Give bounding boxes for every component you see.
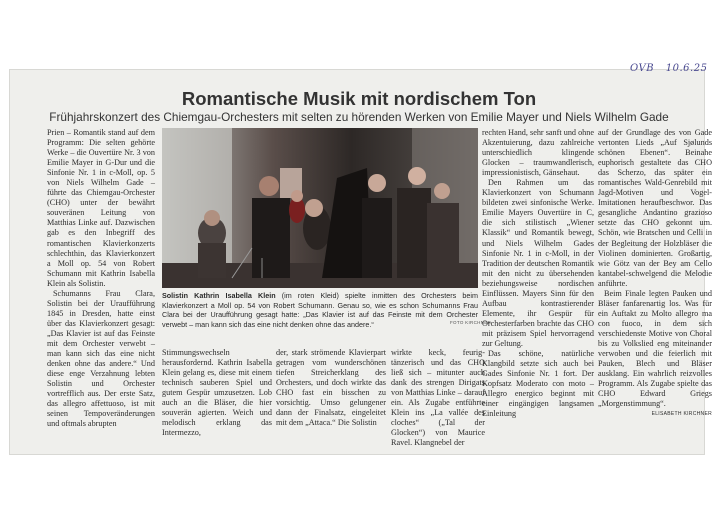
paragraph: Das schöne, natürliche Klangbild setzte sich auch bei Gades Sinfonie Nr. 1 fort. Der Kopfsatz Moderato con moto – Allegro energico beginnt mit einer eingängigen langsamen Einleitung — [482, 349, 594, 419]
article-column-4 — [391, 348, 485, 448]
article-column-6 — [598, 128, 712, 450]
paragraph: auf der Grundlage des von Gade vertonten Lieds „Auf Sjølunds schönen Ebenen“. Beinahe euphorisch gestaltete das CHO das Scherzo, das später ein romantisches Wald-Genrebild mit Jagd-Motiven und Vogel-Imitationen heraufbeschwor. Das gesangliche Andantino grazioso setzte das CHO gekonnt um. Schön, wie Bratschen und Celli in der Begleitung der Holzbläser die Violinen dominierten. Großartig, wie Götz van der Bey am Cello kantabel-schwelgend die Melodie anführte. — [598, 128, 712, 288]
paragraph: Schumanns Frau Clara, Solistin bei der Uraufführung 1845 in Dresden, hatte einst über das Klavierkonzert gesagt: „Das Klavier ist auf das Feinste mit dem Orchester verwebt – man kann sich das eine nicht denken ohne das andere.“ Und diese enge Verzahnung lebten Solistin und Orchester vortrefflich aus. Der erste Satz, das allegro affettuoso, ist mit seinen Tempoveränderungen und oftmals abrupten — [47, 288, 155, 429]
article-column-1 — [47, 128, 155, 450]
handwritten-date: 10.6.25 — [665, 63, 708, 74]
caption-lead: Solistin Kathrin Isabella Klein — [162, 291, 276, 300]
photo-caption — [162, 291, 478, 329]
article-headline: Romantische Musik mit nordischem Ton — [181, 88, 537, 109]
handwritten-note — [630, 63, 715, 74]
paragraph: Beim Finale legten Pauken und Bläser fanfarenartig los. Was für ein Auftakt zu Molto allegro ma con fuoco, in dem sich verschiedenste Motive von Choral bis zu Volkslied eng miteinander verwoben und die feierlich mit Pauken, Blech und Bläser ausklang. Ein wahrlich reizvolles Programm. Als Zugabe spielte das CHO Edward Griegs „Morgenstimmung“. — [598, 288, 712, 409]
paragraph: Den Rahmen um das Klavierkonzert von Schumann bildeten zwei sinfonische Werke. Emilie Mayers Ouvertüre in C, die sich stilistisch „Wiener Klassik“ und Romantik bewegt, und Niels Wilhelm Gades Sinfonie Nr. 1 in c-Moll, in der Tradition der deutschen Romantik mit den nicht zu übersehenden beziehungsweise nordischen Einflüssen. Mayers Sinn für den Aufbau kontrastierender Elemente, ihr Gespür für Orchesterfarben brachte das CHO mit präzisem Spiel hervorragend zur Geltung. — [482, 178, 594, 348]
handwritten-paper: OVB — [630, 63, 655, 74]
paragraph: rechten Hand, sehr sanft und ohne Akzentuierung, dazu zahlreiche unterschiedlich klingende Glocken – traumwandlerisch, impressionistisch, Gänsehaut. — [482, 128, 594, 178]
photo-credit: FOTO KIRCHNER — [450, 320, 492, 325]
caption-text: (im roten Kleid) spielte inmitten des Orchesters beim Klavierkonzert a Moll op. 54 von Robert Schumann. Genau so, wie es schon Schumanns Frau Clara bei der Uraufführung gesagt hatte: „Das Klavier ist auf das Feinste mit dem Orchester verwebt – man kann sich das eine nicht denken ohne das andere.“ — [162, 291, 478, 329]
article-subheadline: Frühjahrskonzert des Chiemgau-Orchesters mit selten zu hörenden Werken von Emilie Mayer und Niels Wilhelm Gade — [49, 110, 669, 124]
article-column-5 — [482, 128, 594, 450]
author-signature: ELISABETH KIRCHNER — [651, 411, 712, 418]
article-column-3 — [276, 348, 386, 448]
concert-photo — [162, 128, 478, 288]
paragraph: Stimmungswechseln herausfordernd. Kathrin Isabella Klein gelang es, diese mit einem technisch sauberen Spiel und gutem Gespür umzusetzen. Lob auch an die Bläser, die hier souverän agierten. Weich und melodisch erklang das Intermezzo, — [162, 348, 272, 438]
article-column-2 — [162, 348, 272, 448]
paragraph: der, stark strömende Klavierpart getragen vom wunderschönen tiefen Streicherklang des Orchesters, und doch wirkte das CHO fast ein bisschen zu vorsichtig. Umso gelungener dann der Finalsatz, eingeleitet mit dem „Attaca.“ Die Solistin — [276, 348, 386, 428]
paragraph: wirkte keck, feurig-tänzerisch und das CHO ließ sich – mitunter auch dank des strengen Dirigats von Matthias Linke – darauf ein. Als Zugabe entführte Klein ins „La vallée des cloches“ („Tal der Glocken“) von Maurice Ravel. Klangnebel der — [391, 348, 485, 448]
paragraph: Prien – Romantik stand auf dem Programm: Die selten gehörte Werke – die Ouvertüre Nr. 3 von Emilie Mayer in G-Dur und die Sinfonie Nr. 1 in c-Moll, op. 5 von Niels Wilhelm Gade – führte das Chiemgau-Orchester (CHO) unter der bewährt souveränen Leitung von Matthias Linke auf. Dazwischen gab es den Inbegriff des romantischen Klavierkonzerts schlechthin, das Klavierkonzert a Moll op. 54 von Robert Schumann mit Kathrin Isabella Klein als Solistin. — [47, 128, 155, 288]
